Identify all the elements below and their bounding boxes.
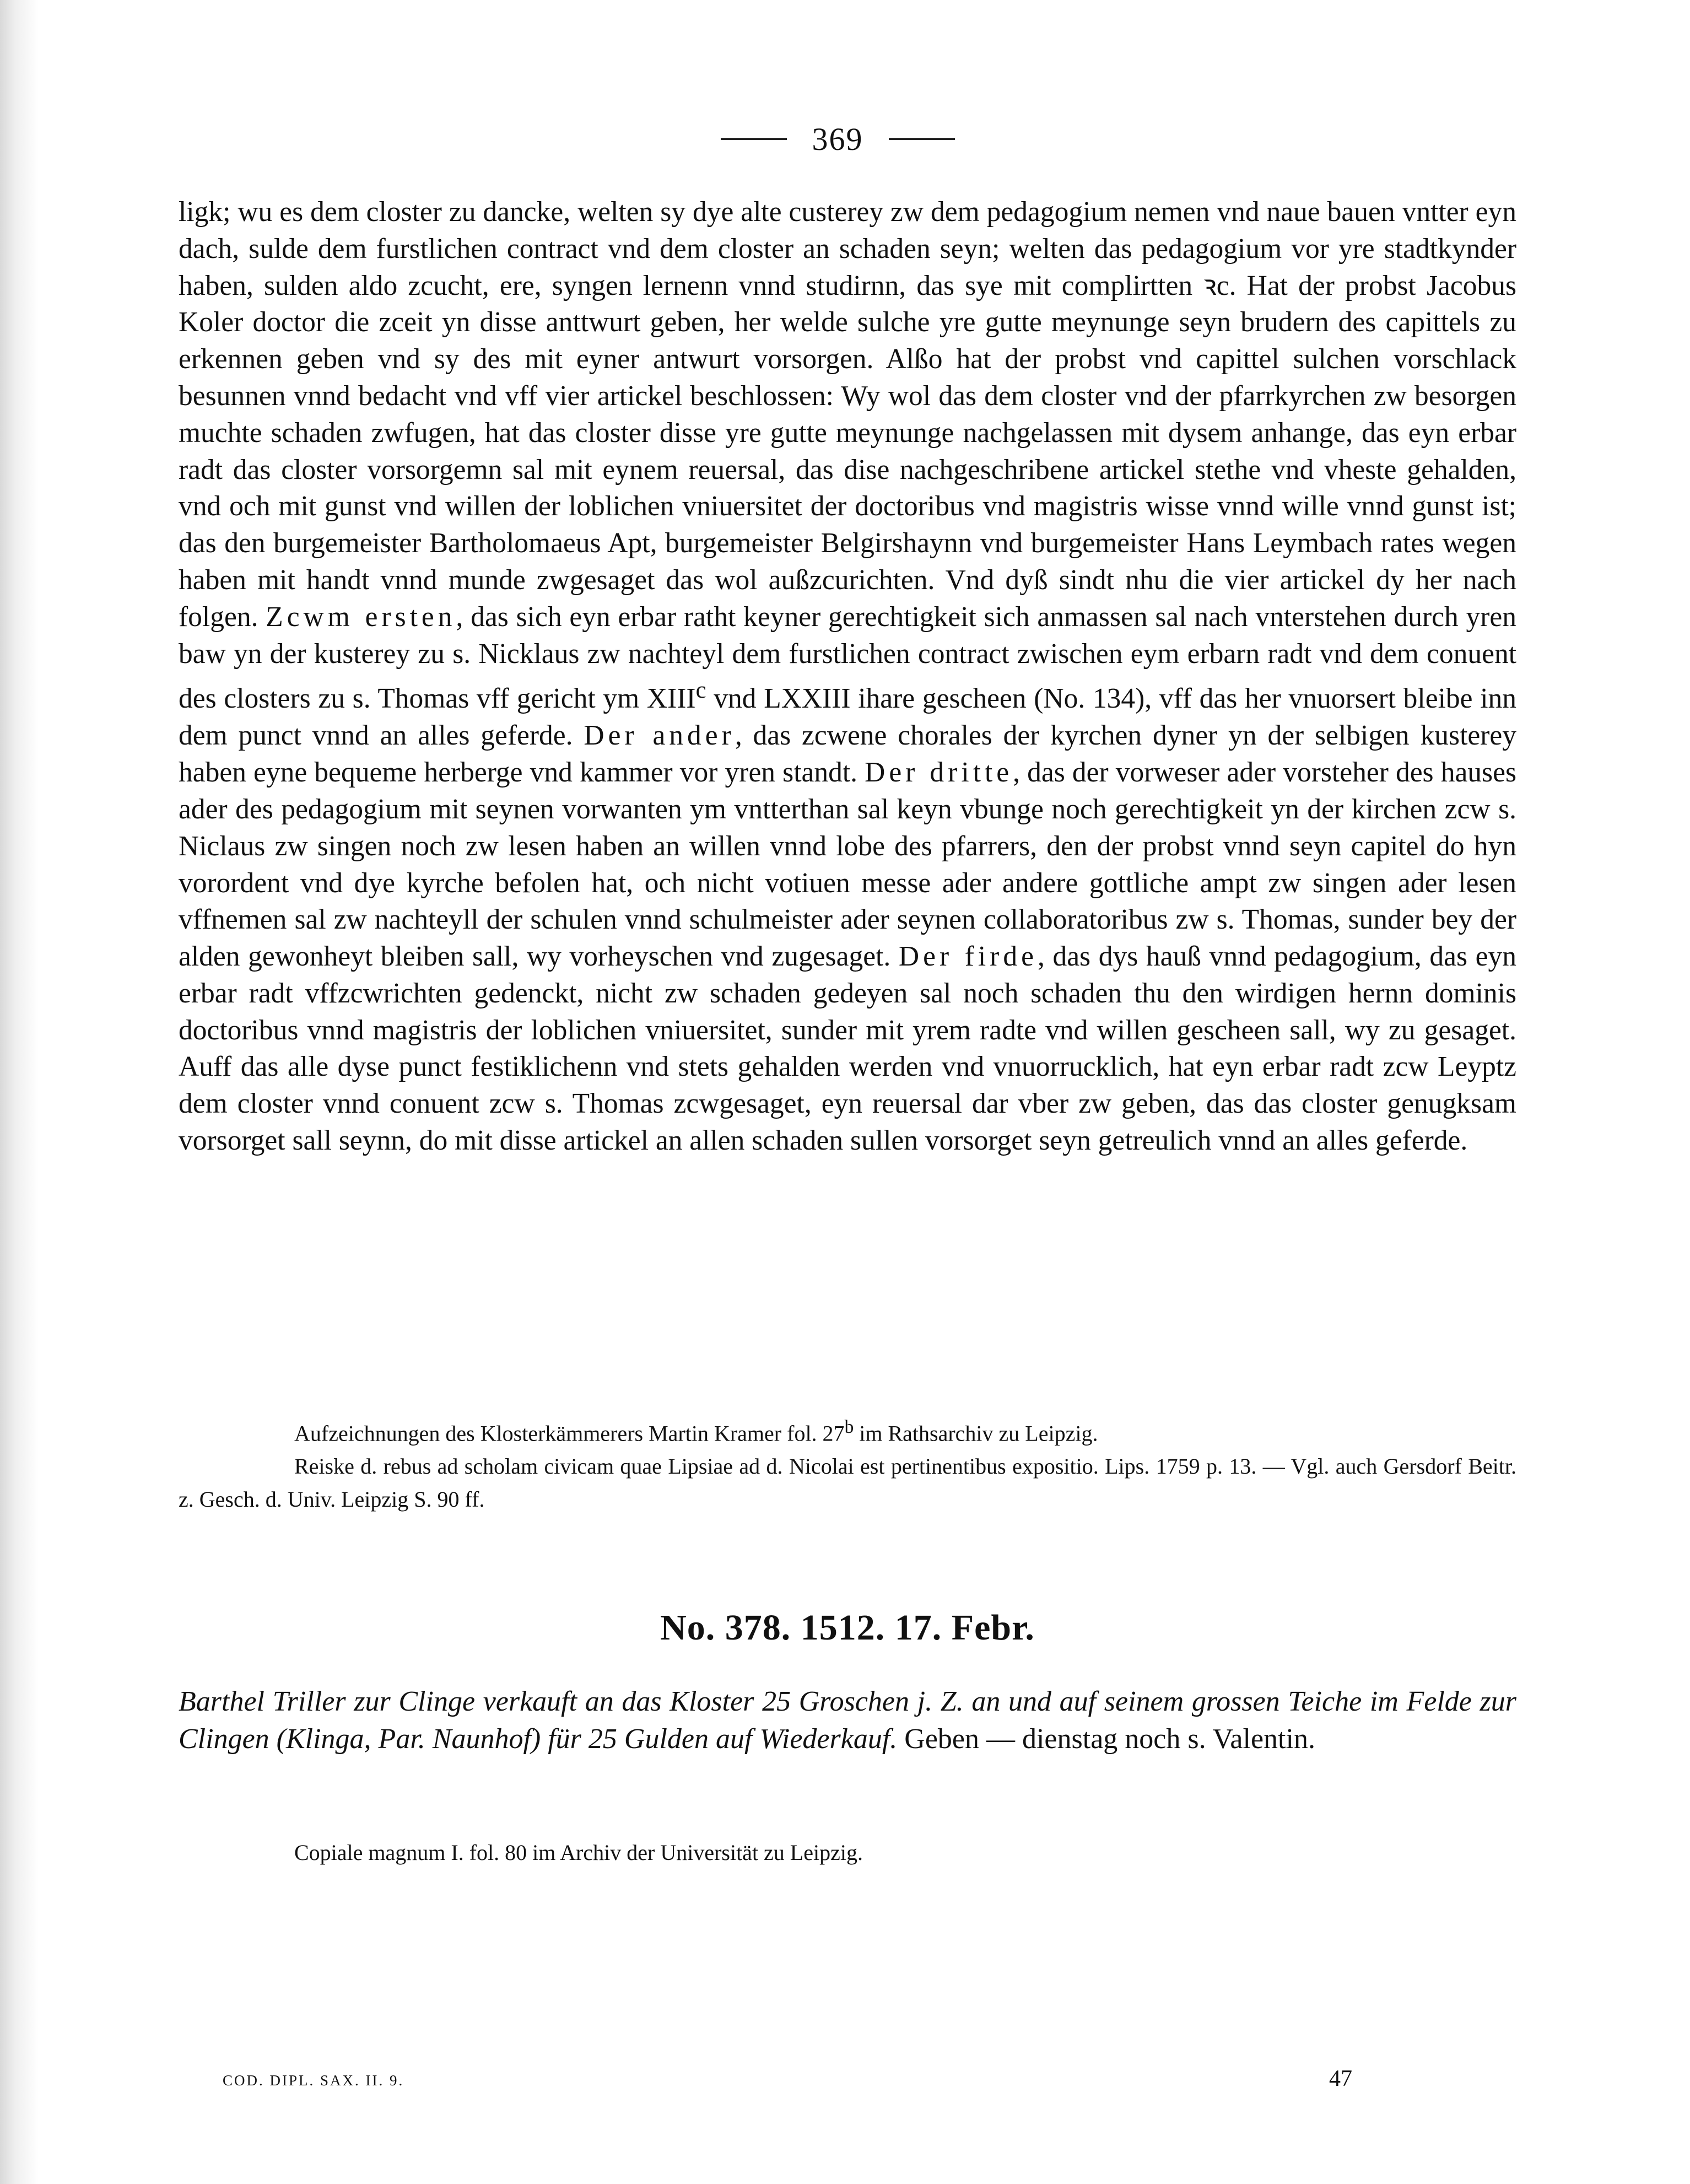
source-notes [179, 1411, 1516, 1516]
source-note-1-text: Aufzeichnungen des Klosterkämmerers Martin Kramer fol. 27 [294, 1421, 845, 1446]
header-rule-left [721, 138, 787, 140]
body-text-part-6: , das dys hauß vnnd pedagogium, das eyn erbar radt vffzcwrichten gedenckt, nicht zw schaden gedeyen sal noch schaden thu den wirdigen hernn dominis doctoribus vnnd magistris der loblichen vniuersitet, sunder mit yrem radte vnd willen gescheen sall, wy zu gesaget. Auff das alle dyse punct festiklichenn vnd stets gehalden werden vnd vnuorrucklich, hat eyn erbar radt zcw Leyptz dem closter vnnd conuent zcw s. Thomas zcwgesaget, eyn reuersal dar vber zw geben, das das closter genugksam vorsorget sall seynn, do mit disse artickel an allen schaden sullen vorsorget seyn getreulich vnnd an alles geferde. [179, 941, 1516, 1157]
page-header [694, 117, 981, 161]
regest [179, 1683, 1516, 1758]
superscript-c: c [695, 677, 706, 704]
footer-sheet-number: 47 [1329, 2066, 1352, 2091]
body-text-part-4: , das zcwene chorales der kyrchen dyner yn der selbigen kusterey haben eyne bequeme herberge vnd kammer vor yren standt. [179, 720, 1516, 789]
page-number: 369 [812, 121, 863, 157]
regest-source: Copiale magnum I. fol. 80 im Archiv der Universität zu Leipzig. [294, 1840, 863, 1865]
header-rule-right [889, 138, 955, 140]
document-heading: No. 378. 1512. 17. Febr. [660, 1608, 1035, 1648]
footer-signature: COD. DIPL. SAX. II. 9. [223, 2072, 404, 2089]
regest-italic: Barthel Triller zur Clinge verkauft an das Kloster 25 Groschen j. Z. an und auf seinem grossen Teiche im Felde zur Clingen (Klinga, Par. Naunhof) für 25 Gulden auf Wiederkauf. [179, 1686, 1516, 1755]
article-first-label: Zcwm ersten [266, 601, 456, 633]
body-text-part-3: vnd LXXIII ihare gescheen (No. 134), vff das her vnuorsert bleibe inn dem punct vnnd an alles geferde. [179, 683, 1517, 752]
article-third-label: Der dritte [865, 757, 1013, 789]
regest-dating: Geben — dienstag noch s. Valentin. [897, 1723, 1315, 1755]
body-text-part-5: , das der vorweser ader vorsteher des hauses ader des pedagogium mit seynen vorwanten ym vntterthan sal keyn vbunge noch gerechtigkeit yn der kirchen zcw s. Niclaus zw singen noch zw lesen haben an willen vnnd lobe des pfarrers, den der probst vnnd seyn capitel do hyn vorordent vnd dye kyrche befolen hat, och nicht votiuen messe ader andere gottliche ampt zw singen ader lesen vffnemen sal zw nachteyll der schulen vnnd schulmeister ader seynen collaboratoribus zw s. Thomas, sunder bey der alden gewonheyt bleiben sall, wy vorheyschen vnd zugesaget. [179, 757, 1516, 973]
body-text-part-2: , das sich eyn erbar ratht keyner gerechtigkeit sich anmassen sal nach vnterstehen durch yren baw yn der kusterey zu s. Nicklaus zw nachteyl dem furstlichen contract zwischen eym erbarn radt vnd dem conuent des closters zu s. Thomas vff gericht ym XIII [179, 601, 1516, 715]
article-fourth-label: Der firde [898, 941, 1038, 973]
source-note-1-superscript: b [844, 1417, 854, 1437]
source-note-1 [179, 1411, 1516, 1450]
body-text [179, 194, 1516, 1160]
source-note-2: Reiske d. rebus ad scholam civicam quae Lipsiae ad d. Nicolai est pertinentibus expositio. Lips. 1759 p. 13. — Vgl. auch Gersdorf Beitr. z. Gesch. d. Univ. Leipzig S. 90 ff. [179, 1454, 1516, 1512]
body-text-part-1: ligk; wu es dem closter zu dancke, welten sy dye alte custerey zw dem pedagogium nemen vnd naue bauen vntter eyn dach, sulde dem furstlichen contract vnd dem closter an schaden seyn; welten das pedagogium vor yre stadtkynder haben, sulden aldo zcucht, ere, syngen lernenn vnnd studirnn, das sye mit complirtten ꝛc. Hat der probst Jacobus Koler doctor die zceit yn disse anttwurt geben, her welde sulche yre gutte meynunge seyn brudern des capittels zu erkennen geben vnd sy des mit eyner antwurt vorsorgen. Alßo hat der probst vnd capittel sulchen vorschlack besunnen vnnd bedacht vnd vff vier artickel beschlossen: Wy wol das dem closter vnd der pfarrkyrchen zw besorgen muchte schaden zwfugen, hat das closter disse yre gutte meynunge nachgelassen mit dysem anhange, das eyn erbar radt das closter vorsorgemn sal mit eynem reuersal, das dise nachgeschribene artickel stethe vnd vheste gehalden, vnd och mit gunst vnd willen der loblichen vniuersitet der doctoribus vnd magistris wisse vnnd wille vnnd gunst ist; das den burgemeister Bartholomaeus Apt, burgemeister Belgirshaynn vnd burgemeister Hans Leymbach rates wegen haben mit handt vnnd munde zwgesaget das wol außzcurichten. Vnd dyß sindt nhu die vier artickel dy her nach folgen. [179, 196, 1516, 633]
scan-edge-shadow [0, 0, 39, 2184]
source-note-1-tail: im Rathsarchiv zu Leipzig. [854, 1421, 1098, 1446]
article-second-label: Der ander [584, 720, 735, 752]
